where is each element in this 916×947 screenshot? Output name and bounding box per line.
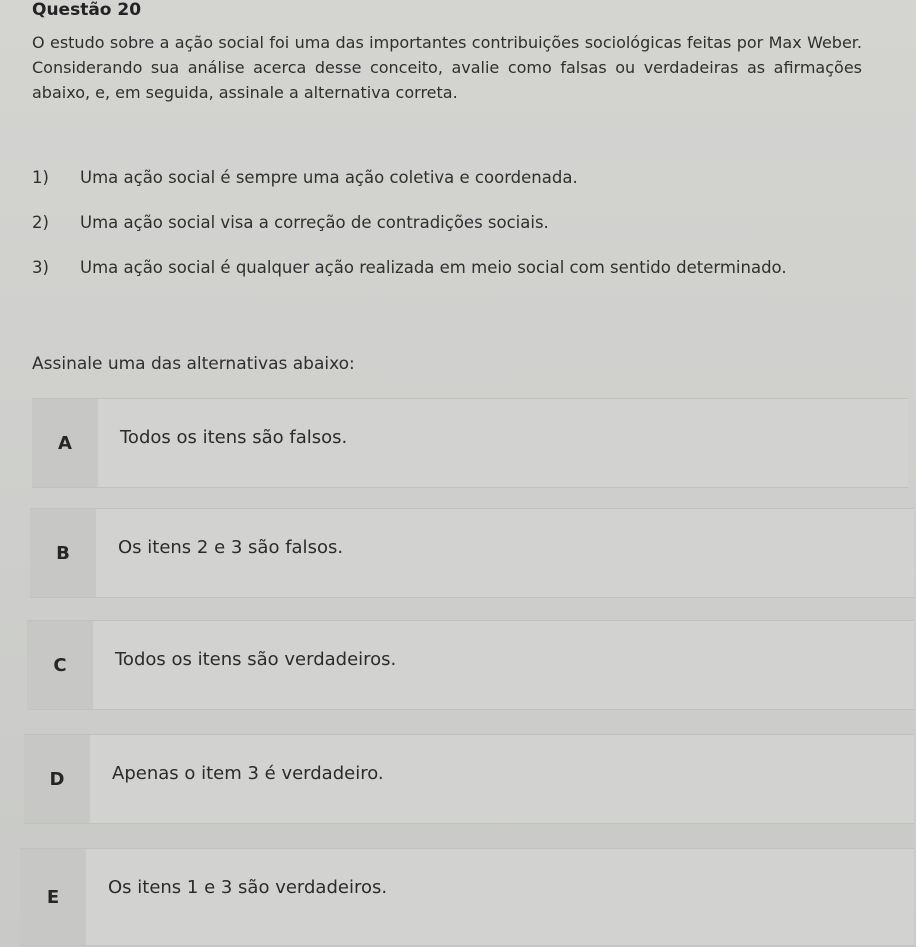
option-text: Os itens 1 e 3 são verdadeiros. — [108, 877, 388, 898]
statement-item-number: 2) — [32, 213, 49, 232]
option-text: Apenas o item 3 é verdadeiro. — [112, 763, 384, 784]
statement-item-text: Uma ação social é qualquer ação realizada em meio social com sentido determinado. — [80, 258, 787, 277]
question-statement: O estudo sobre a ação social foi uma das importantes contribuições sociológicas feitas por Max Weber. Considerando sua análise acerca desse conceito, avalie como falsas ou verdadeiras as afirmações abaixo, e, em seguida, assinale a alternativa correta. — [32, 33, 862, 102]
option-letter: B — [56, 542, 70, 564]
statement-item-text: Uma ação social visa a correção de contradições sociais. — [80, 213, 549, 232]
option-letter: D — [49, 768, 65, 790]
answer-option-d[interactable] — [24, 734, 914, 824]
answer-option-a[interactable] — [32, 398, 908, 488]
answer-option-c[interactable] — [27, 620, 914, 710]
option-text: Todos os itens são falsos. — [120, 427, 348, 448]
answer-option-e[interactable] — [20, 848, 914, 946]
option-letter: A — [58, 432, 72, 454]
option-letter: C — [53, 654, 67, 676]
option-letter: E — [46, 886, 60, 908]
statement-item-number: 1) — [32, 168, 49, 187]
answer-option-b[interactable] — [30, 508, 914, 598]
answer-prompt: Assinale uma das alternativas abaixo: — [32, 354, 355, 374]
option-text: Todos os itens são verdadeiros. — [115, 649, 397, 670]
statement-item-text: Uma ação social é sempre uma ação coletiva e coordenada. — [80, 168, 578, 187]
option-text: Os itens 2 e 3 são falsos. — [118, 537, 344, 558]
statement-item-number: 3) — [32, 258, 49, 277]
question-title: Questão 20 — [32, 0, 142, 20]
